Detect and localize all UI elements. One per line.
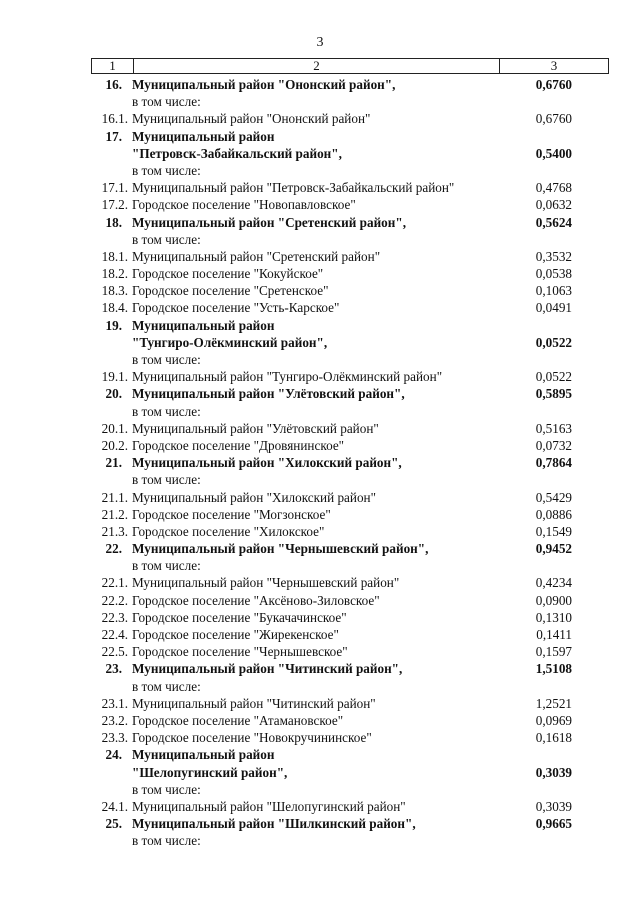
table-row	[0, 351, 640, 368]
row-name: Городское поселение "Жирекенское"	[132, 627, 339, 642]
row-value: 0,0522	[535, 369, 572, 385]
table-row	[0, 557, 640, 574]
row-number: 18.3.	[101, 283, 128, 299]
row-name: в том числе:	[132, 403, 201, 419]
row-number: 17.2.	[101, 197, 128, 213]
row-number: 16.	[105, 77, 122, 92]
row-name: Городское поселение "Новопавловское"	[132, 197, 356, 213]
row-name: "Шелопугинский район",	[132, 764, 288, 780]
row-name: Муниципальный район "Читинский район",	[132, 661, 403, 677]
row-value: 1,5108	[535, 661, 572, 677]
table-row	[0, 317, 640, 334]
row-name: Городское поселение "Могзонское"	[132, 506, 331, 522]
row-name: в том числе:	[132, 162, 201, 178]
table-row	[0, 368, 640, 385]
row-name: Муниципальный район "Улётовский район",	[132, 386, 405, 402]
row-number: 22.4.	[101, 627, 128, 642]
row-number: 22.	[105, 541, 122, 557]
row-name: в том числе:	[132, 833, 201, 849]
row-value: 0,9452	[535, 541, 572, 557]
row-value: 0,1310	[535, 609, 572, 625]
row-name: Городское поселение "Хилокское"	[132, 523, 325, 539]
row-name: в том числе:	[132, 472, 201, 488]
row-name: Муниципальный район "Сретенский район"	[132, 248, 381, 264]
row-name: Городское поселение "Дровянинское"	[132, 437, 345, 453]
row-name: "Тунгиро-Олёкминский район",	[132, 334, 328, 350]
row-number: 23.1.	[101, 695, 128, 711]
row-value: 1,2521	[535, 695, 572, 711]
row-name: Муниципальный район "Читинский район"	[132, 695, 376, 711]
row-value: 0,1549	[535, 523, 572, 539]
row-number: 18.2.	[101, 266, 128, 282]
row-name: Городское поселение "Кокуйское"	[132, 266, 324, 282]
row-name: Городское поселение "Букачачинское"	[132, 609, 347, 625]
row-name: Муниципальный район	[132, 747, 275, 763]
row-name: Муниципальный район "Ононский район"	[132, 111, 371, 127]
row-value: 0,1063	[535, 283, 572, 299]
table-row	[0, 231, 640, 248]
row-number: 18.1.	[101, 248, 128, 264]
row-name: Муниципальный район	[132, 317, 275, 333]
table-row	[0, 145, 640, 162]
row-number: 23.3.	[101, 730, 128, 746]
row-value: 0,0632	[535, 197, 572, 213]
table-row	[0, 643, 640, 660]
row-number: 19.	[105, 317, 122, 333]
row-name: в том числе:	[132, 94, 201, 110]
table-row	[0, 385, 640, 402]
row-name: Муниципальный район "Улётовский район"	[132, 420, 379, 436]
row-value: 0,5895	[535, 386, 572, 402]
row-name: Муниципальный район "Шелопугинский район"	[132, 798, 406, 814]
table-row	[0, 815, 640, 832]
row-number: 25.	[105, 816, 122, 832]
row-number: 23.2.	[101, 712, 128, 728]
table-row	[0, 540, 640, 557]
row-value: 0,0538	[535, 266, 572, 282]
row-number: 21.2.	[101, 506, 128, 522]
row-value: 0,0900	[535, 592, 572, 608]
table-row	[0, 489, 640, 506]
table-row	[0, 282, 640, 299]
table-row	[0, 110, 640, 127]
table-row	[0, 781, 640, 798]
row-value: 0,9665	[535, 816, 572, 832]
row-value: 0,5429	[535, 489, 572, 505]
row-number: 16.1.	[101, 111, 128, 127]
table-row	[0, 196, 640, 213]
row-number: 20.	[105, 386, 122, 402]
row-number: 20.1.	[101, 420, 128, 436]
row-value: 0,4768	[535, 180, 572, 196]
table-body	[0, 76, 640, 849]
table-row	[0, 798, 640, 815]
table-row	[0, 712, 640, 729]
row-name: Муниципальный район "Чернышевский район",	[132, 541, 429, 557]
row-number: 21.3.	[101, 523, 128, 539]
row-number: 21.	[105, 455, 122, 471]
column-header-2: 2	[134, 59, 500, 74]
row-name: Городское поселение "Атамановское"	[132, 712, 344, 728]
row-value: 0,5624	[535, 214, 572, 230]
row-name: Муниципальный район "Петровск-Забайкальский район"	[132, 180, 455, 196]
table-row	[0, 299, 640, 316]
row-number: 22.1.	[101, 575, 128, 591]
row-name: в том числе:	[132, 231, 201, 247]
row-name: Городское поселение "Чернышевское"	[132, 644, 348, 660]
row-name: Городское поселение "Новокручининское"	[132, 730, 372, 746]
table-row	[0, 609, 640, 626]
table-row	[0, 592, 640, 609]
row-value: 0,3039	[535, 764, 572, 780]
table-row	[0, 248, 640, 265]
table-row	[0, 626, 640, 643]
row-number: 19.1.	[101, 369, 128, 385]
table-row	[0, 574, 640, 591]
row-value: 0,1618	[535, 730, 572, 746]
row-value: 0,5163	[535, 420, 572, 436]
table-row	[0, 93, 640, 110]
row-value: 0,3039	[535, 798, 572, 814]
table-row	[0, 746, 640, 763]
row-number: 22.5.	[101, 644, 128, 660]
table-row	[0, 471, 640, 488]
row-value: 0,1597	[535, 644, 572, 660]
row-name: Муниципальный район "Хилокский район"	[132, 489, 376, 505]
row-number: 22.3.	[101, 609, 128, 625]
table-row	[0, 764, 640, 781]
row-name: в том числе:	[132, 558, 201, 574]
row-value: 0,0732	[535, 437, 572, 453]
row-value: 0,0491	[535, 300, 572, 316]
row-value: 0,0886	[535, 506, 572, 522]
row-number: 24.1.	[101, 798, 128, 814]
table-row	[0, 128, 640, 145]
row-value: 0,5400	[535, 145, 572, 161]
row-value: 0,0522	[535, 334, 572, 350]
table-row	[0, 523, 640, 540]
row-value: 0,7864	[535, 455, 572, 471]
row-name: "Петровск-Забайкальский район",	[132, 145, 342, 161]
row-name: в том числе:	[132, 781, 201, 797]
row-number: 18.	[105, 214, 122, 230]
row-name: Муниципальный район "Шилкинский район",	[132, 816, 416, 832]
row-name: Городское поселение "Сретенское"	[132, 283, 329, 299]
row-value: 0,6760	[535, 77, 572, 92]
page-number: 3	[316, 35, 324, 50]
row-name: в том числе:	[132, 352, 201, 367]
table-row	[0, 214, 640, 231]
row-number: 22.2.	[101, 592, 128, 608]
row-name: Муниципальный район "Хилокский район",	[132, 455, 402, 471]
table-row	[0, 437, 640, 454]
row-value: 0,3532	[535, 248, 572, 264]
column-header-3: 3	[500, 59, 609, 74]
row-value: 0,1411	[536, 627, 572, 642]
row-number: 17.1.	[101, 180, 128, 196]
row-value: 0,6760	[535, 111, 572, 127]
row-name: в том числе:	[132, 678, 201, 694]
row-value: 0,4234	[535, 575, 572, 591]
table-row	[0, 265, 640, 282]
row-number: 21.1.	[101, 489, 128, 505]
row-number: 18.4.	[101, 300, 128, 316]
table-row	[0, 695, 640, 712]
table-row	[0, 729, 640, 746]
table-row	[0, 334, 640, 351]
row-value: 0,0969	[535, 712, 572, 728]
column-header-1: 1	[92, 59, 134, 74]
table-row	[0, 76, 640, 93]
row-name: Муниципальный район "Тунгиро-Олёкминский район"	[132, 369, 443, 385]
row-number: 23.	[105, 661, 122, 677]
row-name: Муниципальный район "Ононский район",	[132, 77, 396, 92]
row-name: Городское поселение "Усть-Карское"	[132, 300, 340, 316]
row-name: Муниципальный район "Чернышевский район"	[132, 575, 400, 591]
table-row	[0, 832, 640, 849]
table-header	[91, 58, 609, 74]
table-row	[0, 660, 640, 677]
table-row	[0, 678, 640, 695]
row-number: 20.2.	[101, 437, 128, 453]
row-number: 24.	[105, 747, 122, 763]
table-row	[0, 403, 640, 420]
table-row	[0, 179, 640, 196]
table-row	[0, 454, 640, 471]
row-number: 17.	[105, 128, 122, 144]
row-name: Городское поселение "Аксёново-Зиловское"	[132, 592, 380, 608]
table-row	[0, 162, 640, 179]
row-name: Муниципальный район "Сретенский район",	[132, 214, 406, 230]
table-row	[0, 420, 640, 437]
row-name: Муниципальный район	[132, 128, 275, 144]
table-row	[0, 506, 640, 523]
